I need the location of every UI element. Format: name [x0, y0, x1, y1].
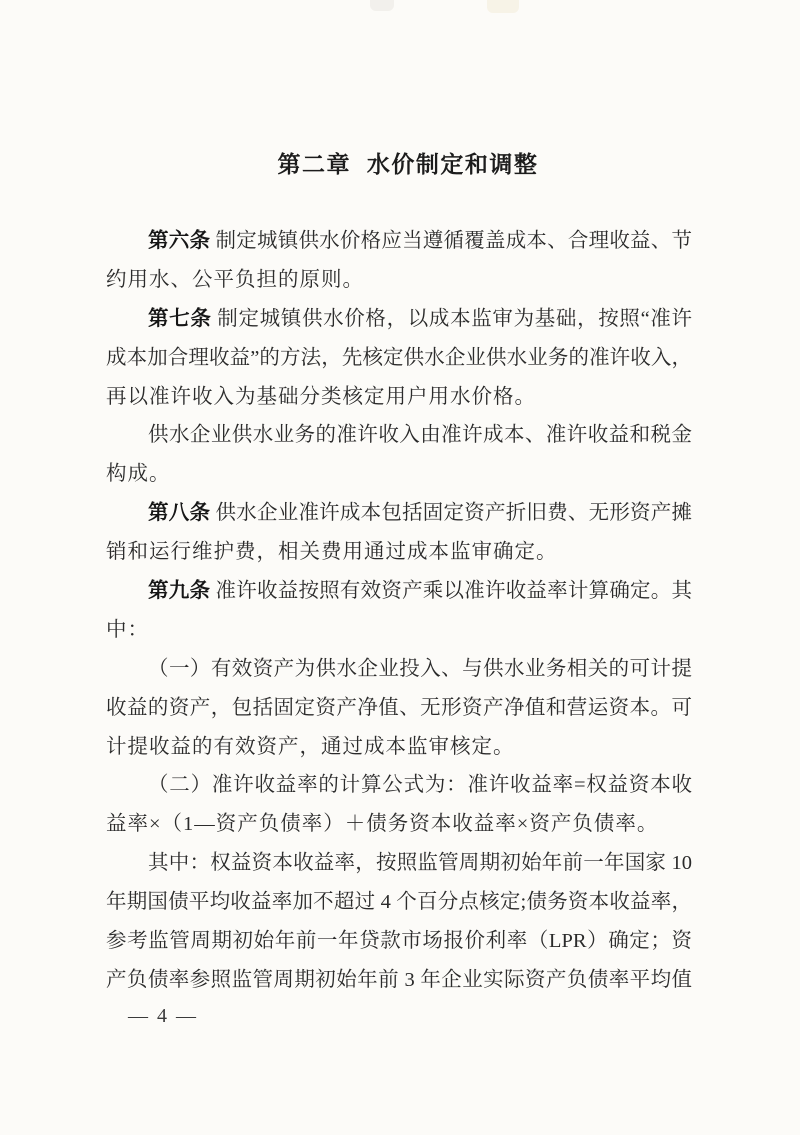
- text-line: 供水企业供水业务的准许收入由准许成本、准许收益和税金: [148, 424, 692, 447]
- text-line: （二）准许收益率的计算公式为：准许收益率=权益资本收: [148, 774, 692, 797]
- text-line: 收益的资产，包括固定资产净值、无形资产净值和营运资本。可: [106, 696, 692, 719]
- text-line: 中：: [106, 618, 149, 641]
- scan-smudge: [370, 0, 394, 11]
- text-line: 第八条 供水企业准许成本包括固定资产折旧费、无形资产摊: [148, 501, 693, 525]
- article-number: 第六条: [148, 229, 211, 252]
- text-line: 年期国债平均收益率加不超过 4 个百分点核定;债务资本收益率，: [106, 891, 692, 914]
- text-line: （一）有效资产为供水企业投入、与供水业务相关的可计提: [148, 657, 692, 680]
- text-line: 第七条 制定城镇供水价格，以成本监审为基础，按照“准许: [148, 306, 692, 330]
- scan-smudge: [487, 0, 519, 13]
- page-number: — 4 —: [128, 1005, 198, 1027]
- text-line: 第九条 准许收益按照有效资产乘以准许收益率计算确定。其: [148, 579, 693, 603]
- document-body: [106, 222, 692, 1000]
- text-line: 销和运行维护费，相关费用通过成本监审确定。: [106, 541, 558, 564]
- article-number: 第九条: [148, 579, 211, 603]
- text-line: 再以准许收入为基础分类核定用户用水价格。: [106, 385, 536, 408]
- text-line: 益率×（1—资产负债率）＋债务资本收益率×资产负债率。: [106, 813, 659, 836]
- article-number: 第七条: [148, 306, 212, 330]
- text-line: 约用水、公平负担的原则。: [106, 268, 364, 291]
- text-line: 参考监管周期初始年前一年贷款市场报价利率（LPR）确定；资: [106, 930, 692, 953]
- text-line: 计提收益的有效资产，通过成本监审核定。: [106, 735, 515, 758]
- article-number: 第八条: [148, 501, 211, 525]
- text-line: 成本加合理收益”的方法，先核定供水企业供水业务的准许收入，: [106, 346, 692, 369]
- text-line: 产负债率参照监管周期初始年前 3 年企业实际资产负债率平均值: [106, 968, 692, 991]
- text-line: 第六条 制定城镇供水价格应当遵循覆盖成本、合理收益、节: [148, 229, 693, 252]
- text-line: 构成。: [106, 463, 171, 486]
- chapter-title: 第二章 水价制定和调整: [277, 151, 539, 177]
- text-line: 其中：权益资本收益率，按照监管周期初始年前一年国家 10: [148, 852, 692, 875]
